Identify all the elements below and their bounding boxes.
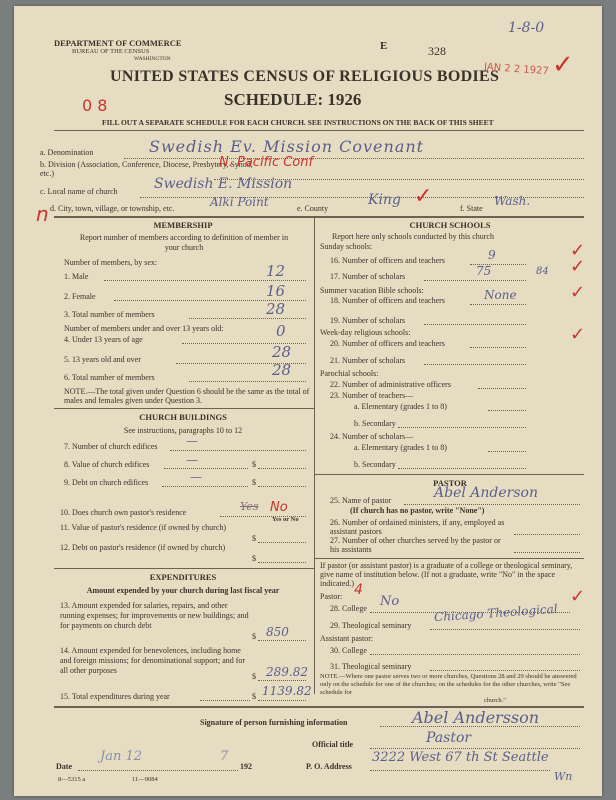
q7-value: — [186, 434, 198, 448]
q20-label: 20. Number of officers and teachers [330, 339, 445, 348]
q17-value: 75 [476, 264, 492, 278]
form-title: UNITED STATES CENSUS OF RELIGIOUS BODIES [110, 68, 500, 85]
q15-label: 15. Total expenditures during year [60, 692, 170, 701]
membership-title: MEMBERSHIP [153, 220, 213, 230]
date-year-handwritten: 7 [220, 749, 229, 764]
q25-note: (If church has no pastor, write "None") [350, 506, 485, 515]
pastor-education-mark: 4 [354, 582, 363, 598]
q16-check: ✓ [570, 240, 586, 261]
denomination-label: a. Denomination [40, 148, 94, 157]
form-code: 8—5315 a [58, 776, 86, 783]
red-letter-annotation: n [36, 202, 49, 226]
county-check-mark: ✓ [414, 184, 433, 209]
schools-title: CHURCH SCHOOLS [409, 220, 491, 230]
bureau-label: BUREAU OF THE CENSUS [72, 48, 150, 55]
q18-check: ✓ [570, 282, 586, 303]
q27-label: 27. Number of other churches served by the pastor or his assistants [330, 536, 501, 554]
q15-dollar: $ [252, 692, 256, 701]
q10-yes-no-hint: Yes or No [272, 516, 299, 523]
members-by-sex-label: Number of members, by sex: [64, 258, 158, 267]
census-schedule-sheet [14, 6, 602, 796]
q26-label: 26. Number of ordained ministers, if any, employed as assistant pastors [330, 518, 505, 536]
q3-label: 3. Total number of members [64, 310, 155, 319]
pastor-note: NOTE.—Where one pastor serves two or more churches, Questions 28 and 29 should be answered only on the schedule for one of the churches; on the schedules for the other churches, write "See schedule for [320, 673, 577, 696]
local-name-value: Swedish E. Mission [154, 176, 293, 192]
q29-label: 29. Theological seminary [330, 621, 412, 630]
q23b-label: b. Secondary [354, 419, 396, 428]
q9-label: 9. Debt on church edifices [64, 478, 149, 487]
q9-value: — [190, 470, 202, 484]
q2-label: 2. Female [64, 292, 96, 301]
pastor-note-end: church." [484, 697, 506, 704]
q17-value-alt: 84 [536, 266, 549, 277]
q25-value: Abel Anderson [434, 485, 538, 501]
q7-label: 7. Number of church edifices [64, 442, 158, 451]
q13-value: 850 [266, 625, 289, 639]
q28-label: 28. College [330, 604, 367, 613]
q17-check: ✓ [570, 256, 586, 277]
membership-intro: Report number of members according to definition of member in your church [79, 233, 289, 252]
q23a-label: a. Elementary (grades 1 to 8) [354, 402, 447, 411]
q22-label: 22. Number of administrative officers [330, 380, 451, 389]
q11-label: 11. Value of pastor's residence (if owned by church) [60, 523, 227, 532]
q8-dollar: $ [252, 460, 256, 469]
left-code-annotation: 0 8 [82, 96, 108, 115]
q25-label: 25. Name of pastor [330, 496, 392, 505]
county-value: King [368, 192, 401, 208]
schools-intro: Report here only schools conducted by this church [332, 232, 494, 241]
date-value: Jan 12 [100, 749, 143, 764]
q5-value: 28 [272, 343, 292, 361]
q10-label: 10. Does church own pastor's residence [60, 508, 187, 517]
county-label: e. County [297, 204, 329, 213]
form-number: 328 [428, 44, 446, 58]
city-field-label: d. City, town, village, or township, etc. [50, 204, 175, 213]
city-field-value: Alki Point [210, 195, 269, 209]
q8-label: 8. Value of church edifices [64, 460, 150, 469]
q24a-label: a. Elementary (grades 1 to 8) [354, 443, 447, 452]
sunday-schools-label: Sunday schools: [320, 242, 373, 251]
date-year: 192 [240, 762, 252, 771]
q11-dollar: $ [252, 534, 256, 543]
q18-label: 18. Number of officers and teachers [330, 296, 445, 305]
form-code-secondary: 11—9084 [132, 776, 158, 783]
q12-dollar: $ [252, 554, 256, 563]
q24b-label: b. Secondary [354, 460, 396, 469]
q14-dollar: $ [252, 672, 256, 681]
q14-label: 14. Amount expended for benevolences, including home and foreign missions; for denominational support; and for all other purposes [60, 646, 246, 675]
schedule-title: SCHEDULE: 1926 [224, 90, 362, 109]
assistant-pastor-label: Assistant pastor: [320, 634, 374, 643]
official-title-label: Official title [312, 740, 354, 749]
expenditures-subtitle: Amount expended by your church during last fiscal year [86, 586, 280, 595]
local-name-label: c. Local name of church [40, 187, 118, 196]
age-group-label: Number of members under and over 13 years old: [64, 324, 224, 333]
pastor-education-label: Pastor: [320, 592, 343, 601]
department-label: DEPARTMENT OF COMMERCE [54, 38, 182, 48]
q10-value: No [270, 500, 288, 515]
q10-struck-value: Yes [240, 500, 259, 513]
q5-label: 5. 13 years old and over [64, 355, 141, 364]
q8-value: — [186, 453, 198, 467]
buildings-subtitle: See instructions, paragraphs 10 to 12 [123, 426, 243, 435]
red-check-mark: ✓ [552, 50, 574, 80]
expenditures-title: EXPENDITURES [149, 572, 217, 582]
date-label: Date [56, 762, 72, 771]
parochial-schools-label: Parochial schools: [320, 369, 379, 378]
q24-label: 24. Number of scholars— [330, 432, 414, 441]
signature-label: Signature of person furnishing information [200, 718, 348, 727]
buildings-title: CHURCH BUILDINGS [139, 412, 227, 422]
po-address-value-line2: Wn [554, 770, 573, 783]
q29-value: Chicago Theological [433, 601, 559, 625]
q31-label: 31. Theological seminary [330, 662, 412, 671]
q4-value: 0 [276, 322, 286, 340]
division-label: b. Division (Association, Conference, Diocese, Presbytery, Synod, etc.) [40, 160, 253, 178]
q9-dollar: $ [252, 478, 256, 487]
q6-value: 28 [272, 361, 292, 379]
q21-label: 21. Number of scholars [330, 356, 406, 365]
denomination-value: Swedish Ev. Mission Covenant [149, 137, 425, 156]
q13-dollar: $ [252, 632, 256, 641]
weekday-schools-label: Week-day religious schools: [320, 328, 411, 337]
received-date-stamp: JAN 2 2 1927 [483, 61, 550, 78]
q12-label: 12. Debt on pastor's residence (if owned by church) [60, 543, 226, 552]
q30-label: 30. College [330, 646, 367, 655]
q28-value: No [380, 594, 400, 609]
form-prefix: E [380, 40, 388, 52]
instruction-banner: FILL OUT A SEPARATE SCHEDULE FOR EACH CHURCH. SEE INSTRUCTIONS ON THE BACK OF THIS SHEET [102, 118, 494, 127]
graduate-instructions: If pastor (or assistant pastor) is a graduate of a college or theological seminary, give name of institution below. (If not a graduate, write "No" in the space indicated.) [320, 561, 573, 588]
q17-label: 17. Number of scholars [330, 272, 406, 281]
top-right-annotation: 1-8-0 [508, 20, 545, 36]
division-value: N. Pacific Conf [219, 155, 314, 170]
q23-label: 23. Number of teachers— [330, 391, 414, 400]
q4-label: 4. Under 13 years of age [64, 335, 143, 344]
pastor-title: PASTOR [433, 478, 467, 488]
q20-check: ✓ [570, 324, 586, 345]
membership-note: NOTE.—The total given under Question 6 should be the same as the total of males and females given under Question 3. [64, 387, 310, 405]
q13-label: 13. Amount expended for salaries, repairs, and other running expenses; for improvements or new buildings; and for payments on church debt [60, 601, 249, 630]
q28-check: ✓ [570, 586, 586, 607]
q2-value: 16 [266, 282, 286, 300]
q1-value: 12 [266, 262, 286, 280]
vacation-schools-label: Summer vacation Bible schools: [320, 286, 424, 295]
q14-value: 289.82 [266, 665, 308, 679]
q1-label: 1. Male [64, 272, 89, 281]
state-value: Wash. [494, 194, 531, 208]
q6-label: 6. Total number of members [64, 373, 155, 382]
q16-label: 16. Number of officers and teachers [330, 256, 445, 265]
q15-value: 1139.82 [262, 684, 312, 698]
q19-label: 19. Number of scholars [330, 316, 406, 325]
q18-value: None [484, 288, 517, 302]
official-title-value: Pastor [426, 730, 472, 746]
city-label: WASHINGTON [134, 56, 171, 62]
signature-value: Abel Andersson [412, 708, 540, 727]
po-address-value: 3222 West 67 th St Seattle [372, 750, 549, 765]
q16-value: 9 [488, 248, 496, 262]
po-address-label: P. O. Address [306, 762, 352, 771]
q3-value: 28 [266, 300, 286, 318]
state-label: f. State [460, 204, 483, 213]
